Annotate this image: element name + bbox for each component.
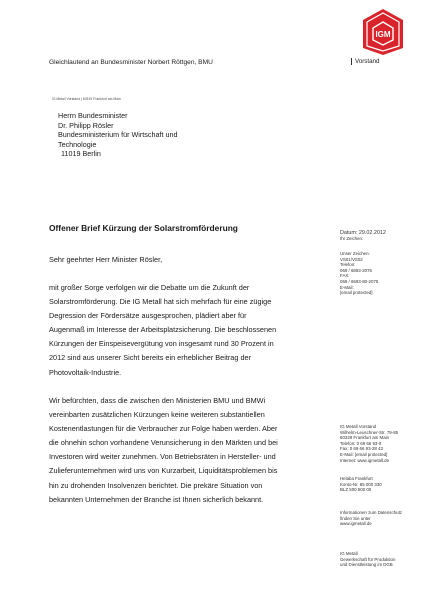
body-line: Augenmaß im Interesse der Arbeitsplatzsicherung. Die beschlossenen bbox=[49, 325, 277, 335]
body-line: vereinbarten zusätzlichen Kürzungen keine weiteren substantiellen bbox=[49, 410, 265, 420]
body-line: mit großer Sorge verfolgen wir die Debatte um die Zukunft der bbox=[49, 283, 250, 292]
body-line: die ohnehin schon vorhandene Verunsicherung in den Märkten und bei bbox=[49, 438, 278, 448]
sidebar-line: IG Metall Vorstand bbox=[340, 424, 377, 429]
sidebar-line: 069 / 6693-2076 bbox=[340, 267, 372, 273]
address-line: Dr. Philipp Rösler bbox=[58, 120, 114, 130]
sidebar-line: Konto-Nr. 85 000 330 bbox=[340, 481, 382, 487]
sidebar-contact-block bbox=[340, 251, 420, 296]
sidebar-line: Gewerkschaft für Produktion bbox=[340, 556, 396, 562]
sidebar-line: Telefon: 0 69 66 93-0 bbox=[340, 440, 382, 446]
sidebar-line: 069 / 6693-80-2075 bbox=[340, 278, 379, 284]
sidebar-line: www.igmetall.de bbox=[340, 521, 372, 527]
sidebar-line: Internet: www.igmetall.de bbox=[340, 457, 390, 463]
sidebar-email: [email protected] bbox=[340, 290, 373, 296]
org-label: Vorstand bbox=[351, 58, 379, 65]
sidebar-line: finden Sie unter bbox=[340, 515, 371, 521]
letter-subject: Offener Brief Kürzung der Solarstromförderung bbox=[49, 223, 238, 233]
salutation: Sehr geehrter Herr Minister Rösler, bbox=[49, 255, 163, 264]
address-line: Bundesministerium für Wirtschaft und bbox=[58, 130, 178, 140]
body-line: Kostenentlastungen für die Verbraucher zur Folge haben werden. Aber bbox=[49, 424, 278, 434]
body-line: Zulieferunternehmen wird uns von Kurzarbeit, Liquiditätsproblemen bis bbox=[49, 466, 278, 476]
address-line: Herrn Bundesminister bbox=[58, 111, 128, 120]
sidebar-line: BLZ 500 500 00 bbox=[340, 487, 372, 493]
body-line: 2012 sind aus unserer Sicht bereits ein erheblicher Beitrag der bbox=[49, 353, 251, 363]
address-city: 11019 Berlin bbox=[61, 149, 101, 159]
body-line: bekannten Unternehmen der Branche ist Ihnen sicherlich bekannt. bbox=[49, 494, 264, 504]
sidebar-line: Telefon: bbox=[340, 262, 356, 268]
body-line: Investoren wird weiter zunehmen. Von Betriebsräten in Hersteller- und bbox=[49, 452, 276, 462]
sidebar-line: FAX: bbox=[340, 273, 350, 279]
letter-date: Datum: 29.02.2012 bbox=[340, 230, 386, 236]
sidebar-line: 60329 Frankfurt am Main bbox=[340, 435, 390, 441]
sidebar-line: VS01/VS02 bbox=[340, 256, 363, 262]
sidebar-line: Informationen zum Datenschutz bbox=[340, 510, 402, 515]
sidebar-privacy-block bbox=[340, 510, 420, 527]
sidebar-line: E-Mail: bbox=[340, 284, 354, 290]
sidebar-line: E-Mail: [email protected] bbox=[340, 451, 388, 457]
sidebar-address-block bbox=[340, 424, 420, 463]
body-line: Solarstromförderung. Die IG Metall hat sich mehrfach für eine zügige bbox=[49, 297, 272, 307]
sidebar-line: Wilhelm-Leuschner-Str. 79-85 bbox=[340, 429, 399, 435]
body-line: hin zu drohenden Insolvenzen berichtet. Die prekäre Situation von bbox=[49, 480, 263, 490]
distribution-line: Gleichlautend an Bundesminister Norbert Röttgen, BMU bbox=[49, 59, 213, 66]
sidebar-line: Helaba Frankfurt bbox=[340, 476, 373, 481]
sidebar-line: und Dienstleistung im DGB bbox=[340, 562, 393, 568]
body-line: Wir befürchten, dass die zwischen den Ministerien BMU und BMWi bbox=[49, 396, 266, 405]
body-line: Photovoltaik-Industrie. bbox=[49, 367, 122, 377]
recipient-address bbox=[58, 111, 177, 159]
ig-metall-logo bbox=[362, 8, 404, 56]
logo-text: IGM bbox=[375, 30, 391, 39]
body-paragraph-2 bbox=[49, 394, 334, 507]
sidebar-union-block bbox=[340, 551, 420, 568]
sidebar-line: Fax: 0 69 66 93-28 43 bbox=[340, 446, 383, 452]
sidebar-line: IG Metall bbox=[340, 551, 358, 556]
body-line: Degression der Fördersätze ausgesprochen, plädiert aber für bbox=[49, 311, 247, 321]
your-reference: Ihr Zeichen: bbox=[340, 236, 364, 242]
sender-line: IG Metall Vorstand | 60519 Frankfurt am Main bbox=[52, 97, 121, 101]
address-line: Technologie bbox=[58, 139, 97, 149]
sidebar-bank-block bbox=[340, 476, 420, 493]
sidebar-line: Unser Zeichen: bbox=[340, 251, 370, 256]
body-paragraph-1 bbox=[49, 281, 334, 380]
body-line: Kürzungen der Einspeisevergütung von insgesamt rund 30 Prozent in bbox=[49, 339, 274, 349]
sidebar-date-block bbox=[340, 230, 420, 242]
